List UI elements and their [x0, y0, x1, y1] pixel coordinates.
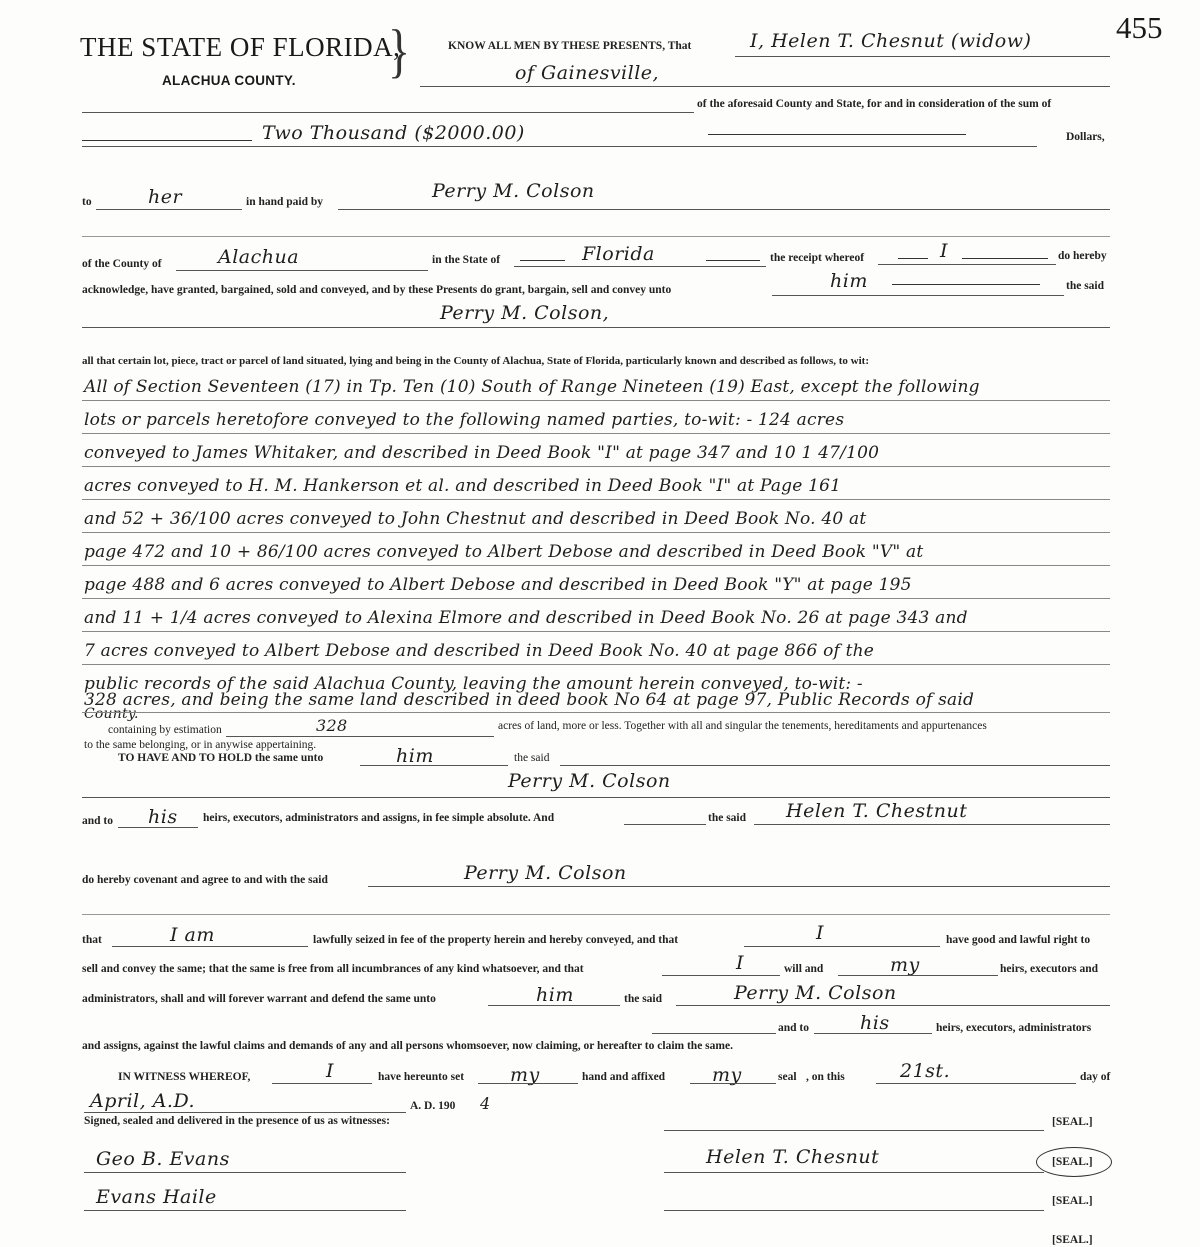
description-line: conveyed to James Whitaker, and described in Deed Book "I" at page 347 and 10 1 47/100 — [84, 443, 880, 463]
warranty-the-said: the said — [624, 993, 663, 1005]
convey-grantee: Perry M. Colson, — [440, 302, 610, 324]
seal-label-3: [SEAL.] — [1052, 1195, 1093, 1207]
know-all-text: KNOW ALL MEN BY THESE PRESENTS, That — [448, 40, 692, 52]
warranty-my: my — [890, 954, 920, 976]
warranty-and-to: and to — [778, 1022, 809, 1034]
paid-by-label: in hand paid by — [246, 196, 324, 208]
grantor-signature: Helen T. Chesnut — [706, 1146, 880, 1168]
description-line: 7 acres conveyed to Albert Debose and described in Deed Book No. 40 at page 866 of the — [84, 641, 875, 661]
to-label: to — [82, 196, 92, 208]
warranty-i-am: I am — [170, 924, 215, 946]
consideration-amount: Two Thousand ($2000.00) — [262, 122, 525, 144]
witness-day: 21st. — [900, 1060, 951, 1082]
warranty-will-and: will and — [784, 963, 824, 975]
witness-ad-label: A. D. 190 — [410, 1100, 456, 1112]
habendum-label: TO HAVE AND TO HOLD the same unto — [118, 752, 324, 764]
consideration-preamble: of the aforesaid County and State, for and in consideration of the sum of — [697, 98, 1052, 110]
witness1-signature: Geo B. Evans — [96, 1148, 230, 1170]
grantor-residence: of Gainesville, — [515, 62, 660, 84]
estimation-rest2: to the same belonging, or in anywise appertaining. — [84, 739, 317, 751]
covenant-value: Perry M. Colson — [464, 862, 627, 884]
receipt-label: the receipt whereof — [770, 252, 865, 264]
description-line: All of Section Seventeen (17) in Tp. Ten (10) South of Range Nineteen (19) East, except the following — [84, 377, 980, 397]
warranty-admins-text: administrators, shall and will forever warrant and defend the same unto — [82, 993, 436, 1005]
witness-i: I — [326, 1060, 335, 1082]
dollars-label: Dollars, — [1066, 131, 1105, 143]
description-line: 328 acres, and being the same land described in deed book No 64 at page 97, Public Records of said — [84, 690, 975, 710]
habendum-heirs-text: heirs, executors, administrators and assigns, in fee simple absolute. And — [203, 812, 555, 824]
warranty-good-right: have good and lawful right to — [946, 934, 1091, 946]
witness-label: IN WITNESS WHEREOF, — [118, 1071, 251, 1083]
county-value: Alachua — [218, 246, 300, 268]
convey-the-said: the said — [1066, 280, 1105, 292]
habendum-and-to: and to — [82, 815, 113, 827]
page-number: 455 — [1116, 10, 1163, 45]
habendum-the-said: the said — [514, 752, 550, 764]
warranty-heirs-exec: heirs, executors and — [1000, 963, 1099, 975]
habendum-value: him — [396, 745, 434, 767]
state-value: Florida — [582, 243, 655, 265]
state-title: THE STATE OF FLORIDA, — [80, 32, 401, 62]
witness-day-of: day of — [1080, 1071, 1111, 1083]
seal-label-1: [SEAL.] — [1052, 1116, 1093, 1128]
habendum-grantee: Perry M. Colson — [508, 770, 671, 792]
warranty-i2: I — [736, 952, 745, 974]
estimation-rest: acres of land, more or less. Together with all and singular the tenements, hereditaments and appurtenances — [498, 720, 987, 732]
warranty-grantee: Perry M. Colson — [734, 982, 897, 1004]
warranty-sell-text: sell and convey the same; that the same is free from all incumbrances of any kind whatsoever, and that — [82, 963, 584, 975]
covenant-label: do hereby covenant and agree to and with the said — [82, 874, 328, 886]
witness2-signature: Evans Haile — [96, 1186, 217, 1208]
seal-label-4: [SEAL.] — [1052, 1234, 1093, 1246]
estimation-label: containing by estimation — [108, 724, 222, 736]
warranty-his: his — [860, 1012, 890, 1034]
witness-my2: my — [712, 1064, 742, 1086]
description-line: County. — [84, 706, 139, 722]
description-line: page 488 and 6 acres conveyed to Albert Debose and described in Deed Book "Y" at page 195 — [84, 575, 912, 595]
paid-by-value: Perry M. Colson — [432, 180, 595, 202]
habendum-his: his — [148, 806, 178, 828]
brace-icon: } — [388, 17, 411, 84]
witness-my: my — [510, 1064, 540, 1086]
witness-seal-label: seal — [778, 1071, 797, 1083]
description-line: page 472 and 10 + 86/100 acres conveyed to Albert Debose and described in Deed Book "V" at — [84, 542, 924, 562]
description-line: lots or parcels heretofore conveyed to the following named parties, to-wit: - 124 acres — [84, 410, 845, 430]
habendum-the-said2: the said — [708, 812, 747, 824]
description-line: and 52 + 36/100 acres conveyed to John Chestnut and described in Deed Book No. 40 at — [84, 509, 867, 529]
description-line: public records of the said Alachua County, leaving the amount herein conveyed, to-wit: - — [84, 674, 863, 694]
habendum-grantor: Helen T. Chestnut — [786, 800, 968, 822]
witness-month: April, A.D. — [90, 1090, 196, 1112]
seal-label-2: [SEAL.] — [1052, 1156, 1093, 1168]
description-line: acres conveyed to H. M. Hankerson et al. and described in Deed Book "I" at Page 161 — [84, 476, 842, 496]
description-line: and 11 + 1/4 acres conveyed to Alexina Elmore and described in Deed Book No. 26 at page 343 and — [84, 608, 968, 628]
witness-have-set: have hereunto set — [378, 1071, 465, 1083]
witness-on-this: , on this — [806, 1071, 845, 1083]
warranty-i: I — [816, 922, 825, 944]
land-intro: all that certain lot, piece, tract or parcel of land situated, lying and being in the County of Alachua, State of Florida, particularly known and described as follows, to wit: — [82, 355, 870, 367]
do-hereby-label: do hereby — [1058, 250, 1107, 262]
county-title: ALACHUA COUNTY. — [162, 73, 296, 88]
warranty-him: him — [536, 984, 574, 1006]
warranty-seized-text: lawfully seized in fee of the property herein and hereby conveyed, and that — [313, 934, 679, 946]
witness-hand-affixed: hand and affixed — [582, 1071, 666, 1083]
estimation-value: 328 — [316, 716, 348, 735]
grantor-name: I, Helen T. Chesnut (widow) — [750, 30, 1032, 52]
witness-year: 4 — [480, 1094, 491, 1113]
convey-text: acknowledge, have granted, bargained, sold and conveyed, and by these Presents do grant, bargain, sell and convey unto — [82, 284, 672, 296]
warranty-assigns-text: and assigns, against the lawful claims and demands of any and all persons whomsoever, now claiming, or hereafter to claim the same. — [82, 1040, 733, 1052]
warranty-heirs-exec-admin: heirs, executors, administrators — [936, 1022, 1092, 1034]
receipt-value: I — [940, 240, 949, 262]
warranty-that: that — [82, 934, 102, 946]
witness-signed-text: Signed, sealed and delivered in the presence of us as witnesses: — [84, 1115, 390, 1127]
state-label: in the State of — [432, 254, 501, 266]
convey-value: him — [830, 270, 868, 292]
county-label: of the County of — [82, 258, 162, 270]
to-value: her — [148, 186, 183, 208]
